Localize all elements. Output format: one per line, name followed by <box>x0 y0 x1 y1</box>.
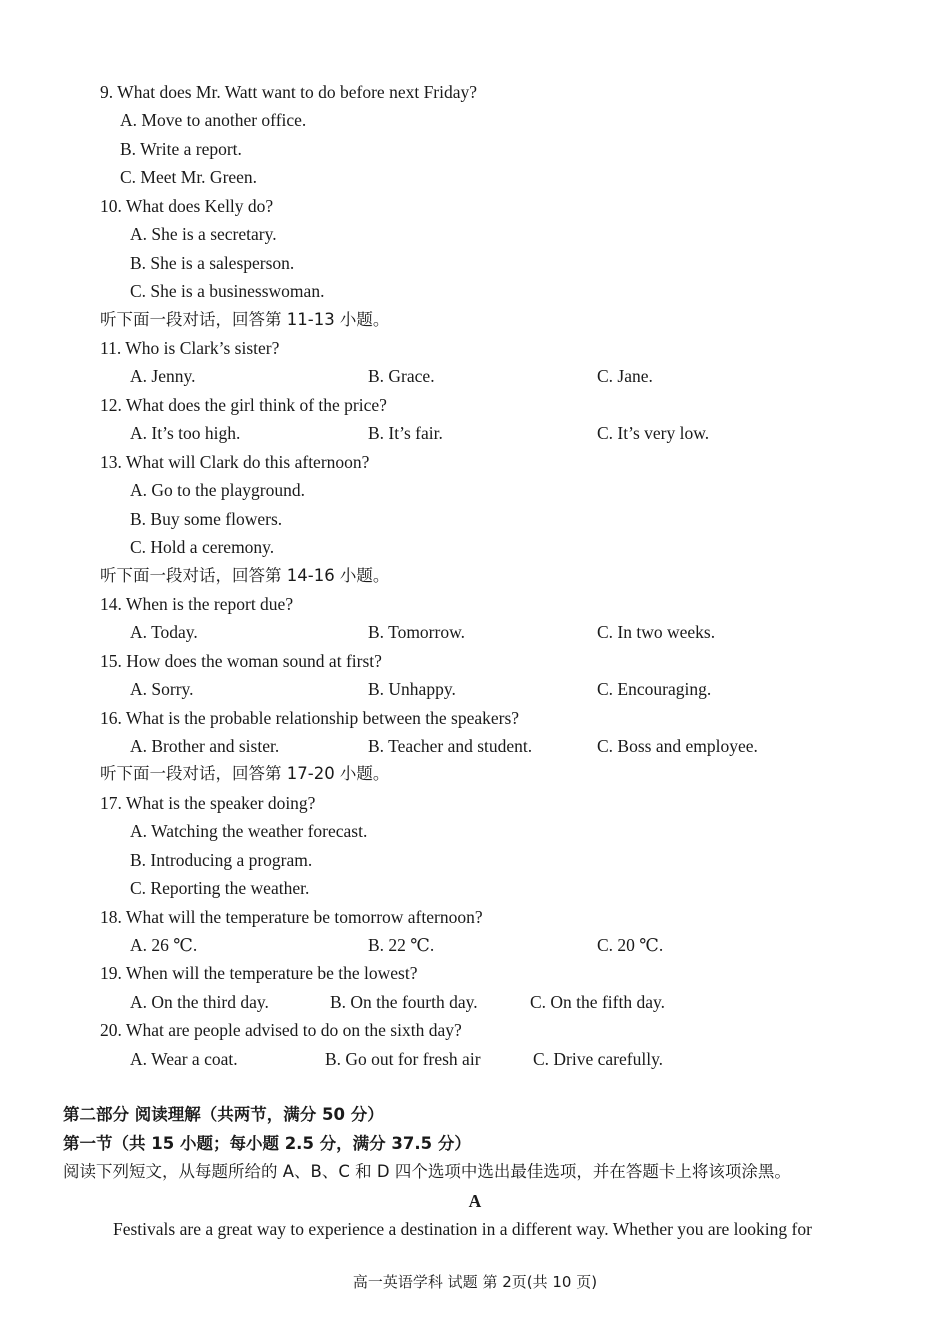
question-20-stem: 20. What are people advised to do on the sixth day? <box>100 1020 462 1040</box>
question-20-option-a: A. Wear a coat. <box>130 1049 238 1069</box>
question-15-option-b: B. Unhappy. <box>368 679 456 699</box>
question-19-stem: 19. When will the temperature be the lowest? <box>100 963 418 983</box>
question-16-option-b: B. Teacher and student. <box>368 736 533 756</box>
question-13-option-b: B. Buy some flowers. <box>130 509 283 529</box>
question-15-option-c: C. Encouraging. <box>597 679 712 699</box>
question-9-option-c: C. Meet Mr. Green. <box>120 167 258 187</box>
question-18-option-c: C. 20 ℃. <box>597 935 664 955</box>
question-10-option-b: B. She is a salesperson. <box>130 253 295 273</box>
question-19-option-c: C. On the fifth day. <box>530 992 665 1012</box>
question-11-option-b: B. Grace. <box>368 366 435 386</box>
question-12-option-a: A. It’s too high. <box>130 423 241 443</box>
passage-label: A <box>468 1191 482 1211</box>
question-15-option-a: A. Sorry. <box>130 679 194 699</box>
question-14-option-c: C. In two weeks. <box>597 622 716 642</box>
question-12-option-b: B. It’s fair. <box>368 423 443 443</box>
question-9-option-b: B. Write a report. <box>120 139 242 159</box>
question-18-option-b: B. 22 ℃. <box>368 935 435 955</box>
dialogue-instruction-17-20: 听下面一段对话，回答第 17-20 小题。 <box>100 764 390 783</box>
question-9-option-a: A. Move to another office. <box>120 110 307 130</box>
question-11-option-c: C. Jane. <box>597 366 653 386</box>
question-17-option-a: A. Watching the weather forecast. <box>130 821 368 841</box>
question-17-stem: 17. What is the speaker doing? <box>100 793 316 813</box>
question-16-option-a: A. Brother and sister. <box>130 736 280 756</box>
dialogue-instruction-14-16: 听下面一段对话，回答第 14-16 小题。 <box>100 566 390 585</box>
question-17-option-c: C. Reporting the weather. <box>130 878 310 898</box>
question-11-option-a: A. Jenny. <box>130 366 196 386</box>
dialogue-instruction-11-13: 听下面一段对话，回答第 11-13 小题。 <box>100 310 390 329</box>
question-18-stem: 18. What will the temperature be tomorrow afternoon? <box>100 907 483 927</box>
part2-heading: 第二部分 阅读理解（共两节，满分 50 分） <box>63 1105 384 1124</box>
question-10-option-a: A. She is a secretary. <box>130 224 277 244</box>
question-12-option-c: C. It’s very low. <box>597 423 710 443</box>
question-10-stem: 10. What does Kelly do? <box>100 196 274 216</box>
question-20-option-c: C. Drive carefully. <box>533 1049 664 1069</box>
question-16-option-c: C. Boss and employee. <box>597 736 758 756</box>
question-9-stem: 9. What does Mr. Watt want to do before next Friday? <box>100 82 478 102</box>
question-15-stem: 15. How does the woman sound at first? <box>100 651 382 671</box>
reading-directions: 阅读下列短文，从每题所给的 A、B、C 和 D 四个选项中选出最佳选项，并在答题卡上将该项涂黑。 <box>63 1162 791 1181</box>
question-13-stem: 13. What will Clark do this afternoon? <box>100 452 370 472</box>
question-13-option-c: C. Hold a ceremony. <box>130 537 275 557</box>
question-19-option-b: B. On the fourth day. <box>330 992 478 1012</box>
question-20-option-b: B. Go out for fresh air <box>325 1049 481 1069</box>
question-18-option-a: A. 26 ℃. <box>130 935 198 955</box>
page-footer: 高一英语学科 试题 第 2页(共 10 页) <box>352 1273 598 1291</box>
question-17-option-b: B. Introducing a program. <box>130 850 313 870</box>
question-12-stem: 12. What does the girl think of the price? <box>100 395 387 415</box>
question-19-option-a: A. On the third day. <box>130 992 269 1012</box>
question-10-option-c: C. She is a businesswoman. <box>130 281 325 301</box>
question-14-option-a: A. Today. <box>130 622 198 642</box>
question-16-stem: 16. What is the probable relationship between the speakers? <box>100 708 520 728</box>
section1-heading: 第一节（共 15 小题；每小题 2.5 分，满分 37.5 分） <box>63 1134 471 1153</box>
passage-text: Festivals are a great way to experience a destination in a different way. Whether you are looking for <box>113 1219 812 1239</box>
question-13-option-a: A. Go to the playground. <box>130 480 305 500</box>
question-14-option-b: B. Tomorrow. <box>368 622 465 642</box>
question-14-stem: 14. When is the report due? <box>100 594 294 614</box>
question-11-stem: 11. Who is Clark’s sister? <box>100 338 280 358</box>
